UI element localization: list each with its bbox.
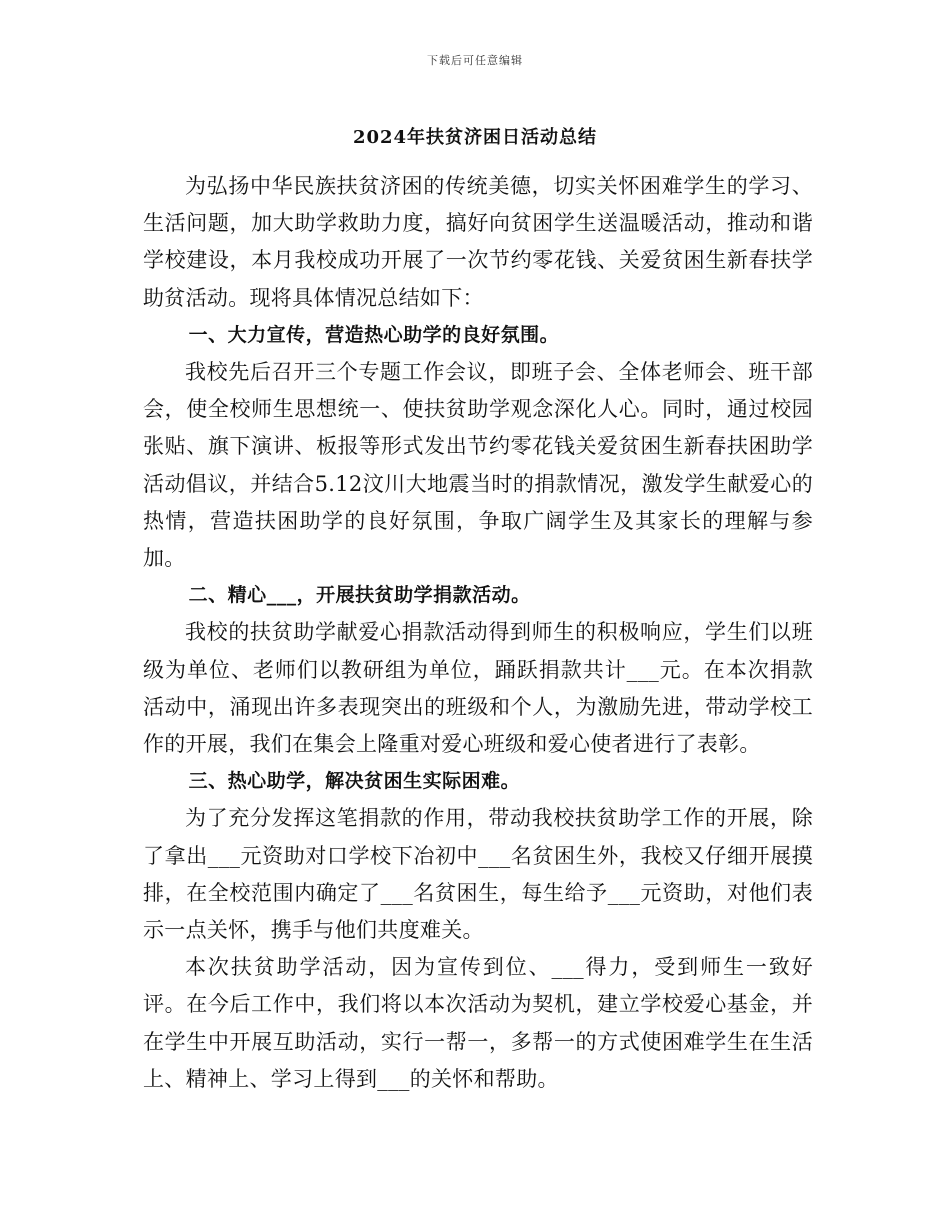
section-2-paragraph: 我校的扶贫助学献爱心捐款活动得到师生的积极响应，学生们以班级为单位、老师们以教研组为单位，踊跃捐款共计___元。在本次捐款活动中，涌现出许多表现突出的班级和个人，为激励先进，带动学校工作的开展，我们在集会上隆重对爱心班级和爱心使者进行了表彰。	[143, 620, 813, 757]
section-3-paragraph: 为了充分发挥这笔捐款的作用，带动我校扶贫助学工作的开展，除了拿出___元资助对口学校下冶初中___名贫困生外，我校又仔细开展摸排，在全校范围内确定了___名贫困生，每生给予___元资助，对他们表示一点关怀，携手与他们共度难关。	[143, 806, 813, 943]
section-1-paragraph: 我校先后召开三个专题工作会议，即班子会、全体老师会、班干部会，使全校师生思想统一、使扶贫助学观念深化人心。同时，通过校园张贴、旗下演讲、板报等形式发出节约零花钱关爱贫困生新春扶困助学活动倡议，并结合5.12汶川大地震当时的捐款情况，激发学生献爱心的热情，营造扶困助学的良好氛围，争取广阔学生及其家长的理解与参加。	[143, 360, 813, 571]
section-1-heading: 一、大力宣传，营造热心助学的良好氛围。	[188, 323, 560, 346]
page-header-note: 下载后可任意编辑	[427, 54, 523, 67]
conclusion-paragraph: 本次扶贫助学活动，因为宣传到位、___得力，受到师生一致好评。在今后工作中，我们将以本次活动为契机，建立学校爱心基金，并在学生中开展互助活动，实行一帮一，多帮一的方式使困难学生在生活上、精神上、学习上得到___的关怀和帮助。	[143, 955, 813, 1091]
document-title: 2024年扶贫济困日活动总结	[352, 127, 598, 148]
section-3-heading: 三、热心助学，解决贫困生实际困难。	[188, 770, 521, 793]
section-2-heading: 二、精心___，开展扶贫助学捐款活动。	[188, 584, 531, 607]
intro-paragraph: 为弘扬中华民族扶贫济困的传统美德，切实关怀困难学生的学习、生活问题，加大助学救助力度，搞好向贫困学生送温暖活动，推动和谐学校建设，本月我校成功开展了一次节约零花钱、关爱贫困生新春扶学助贫活动。现将具体情况总结如下：	[143, 174, 813, 310]
document-body	[143, 168, 813, 1098]
